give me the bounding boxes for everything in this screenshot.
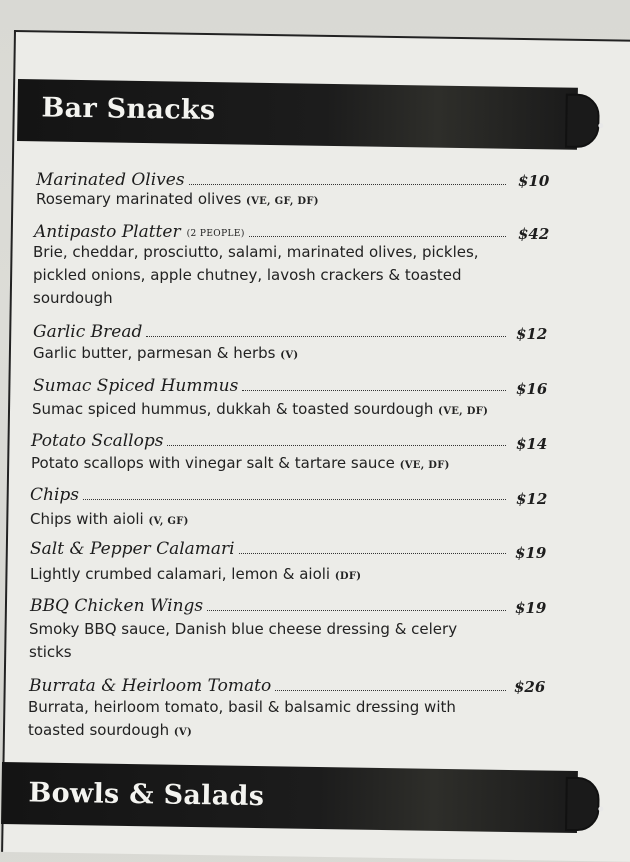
item-price: $14 [516,435,548,453]
item-name: BBQ Chicken Wings [30,596,204,616]
item-price: $12 [516,325,548,343]
dietary-tag: (DF) [334,571,362,582]
item-description: Sumac spiced hummus, dukkah & toasted sourdough (VE, DF) [32,400,489,418]
item-price: $19 [515,544,547,562]
dot-leader [239,552,506,554]
item-name: Chips [30,485,79,505]
item-price: $19 [515,599,547,617]
item-name: Potato Scallops [31,431,164,451]
dot-leader [83,498,506,500]
dot-leader [167,444,506,446]
section-title-bar-snacks: Bar Snacks [41,92,216,127]
dot-leader [242,389,506,391]
item-description: Burrata, heirloom tomato, basil & balsamic dressing with toasted sourdough (V) [28,698,456,739]
banner-dot-icon [598,123,603,128]
item-description: Brie, cheddar, prosciutto, salami, marinated olives, pickles, pickled onions, apple chutney, lavosh crackers & toasted sourdough [33,243,479,307]
item-name: Garlic Bread [33,322,143,342]
serving-tag: (2 PEOPLE) [186,229,245,239]
dietary-tag: (V, GF) [148,516,189,527]
dot-leader [207,609,506,611]
item-name: Antipasto Platter [34,222,181,242]
dot-leader [189,183,506,185]
dot-leader [275,689,506,691]
item-description: Rosemary marinated olives (VE, GF, DF) [36,190,319,208]
item-description: Potato scallops with vinegar salt & tartare sauce (VE, DF) [31,454,450,472]
section-banner-bar-snacks [17,79,578,150]
item-price: $16 [516,380,548,398]
section-title-bowls-salads: Bowls & Salads [28,777,265,813]
item-name: Salt & Pepper Calamari [30,539,235,559]
dietary-tag: (VE, GF, DF) [246,196,319,207]
item-description: Lightly crumbed calamari, lemon & aioli (DF) [30,565,362,583]
section-banner-bowls-salads [1,762,578,833]
dietary-tag: (V) [173,727,193,738]
dot-leader [249,235,506,237]
item-price: $10 [518,172,550,190]
item-name: Sumac Spiced Hummus [33,376,239,396]
item-name: Burrata & Heirloom Tomato [29,676,272,696]
item-price: $12 [516,490,548,508]
dietary-tag: (VE, DF) [399,460,450,471]
banner-dot-icon [598,806,603,811]
item-description: Chips with aioli (V, GF) [30,510,189,528]
dot-leader [146,335,506,337]
item-price: $26 [514,678,546,696]
item-description: Garlic butter, parmesan & herbs (V) [33,344,299,362]
item-description: Smoky BBQ sauce, Danish blue cheese dressing & celery sticks [29,620,458,661]
dietary-tag: (V) [280,350,299,361]
item-price: $42 [518,225,550,243]
dietary-tag: (VE, DF) [438,406,489,417]
item-name: Marinated Olives [36,170,185,190]
